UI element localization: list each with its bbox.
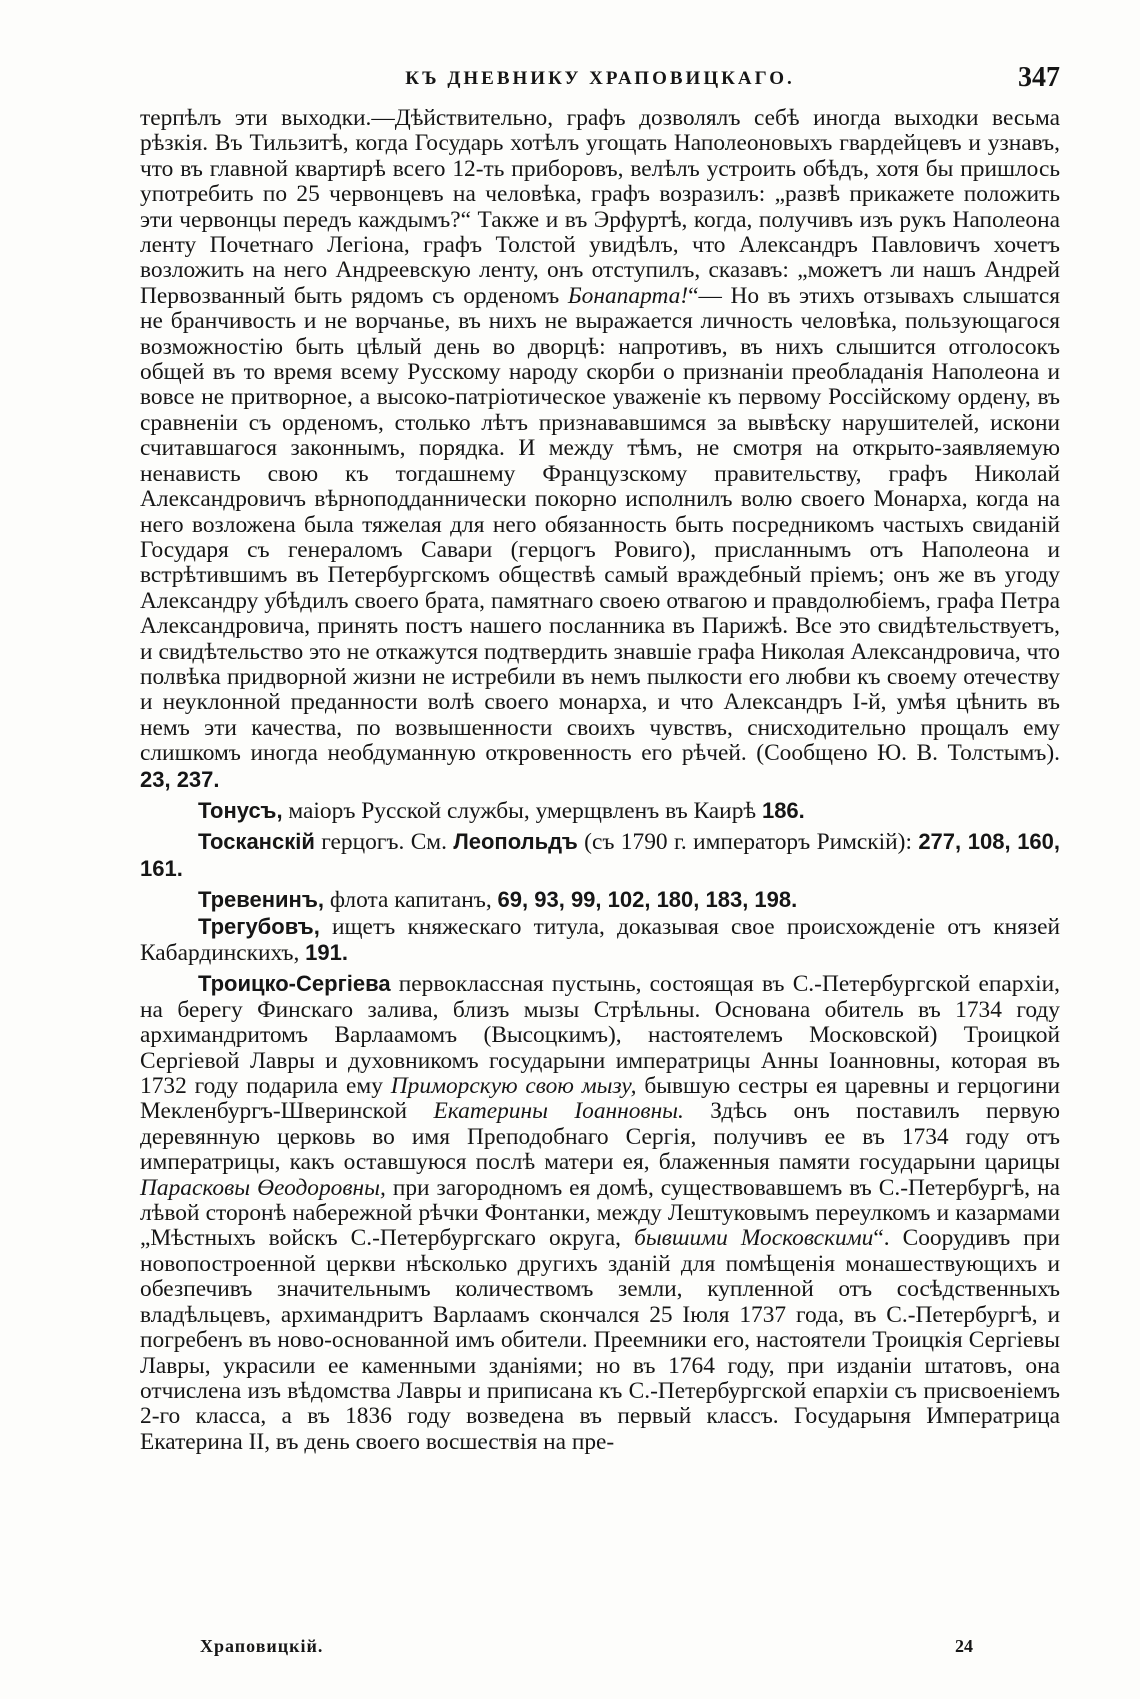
entry-text: маіоръ Русской службы, умерщвленъ въ Каирѣ [282,797,762,824]
entry-text: герцогъ. См. [314,829,454,856]
index-entry-toskanskiy [140,829,1060,882]
headword: Троицко-Сергіева [198,971,391,997]
page-refs: 186. [761,797,805,823]
page-refs: 69, 93, 99, 102, 180, 183, 198. [497,887,798,913]
index-entry-tonus [140,798,1060,824]
signature-mark: 24 [955,1636,973,1656]
entry-italic: бывшими Московскими [634,1225,874,1252]
entry-italic: Парасковы Өеодоровны, [140,1174,386,1201]
entry-text: Здѣсь онъ поставилъ первую деревянную церковь во имя Преподобнаго Сергія, получивъ ее въ 1734 году отъ императрицы, какъ оставшуюся послѣ матери ея, блаженныя памяти государыни царицы [140,1098,1060,1176]
entry-text: бывшую сестры ея царевны и герцогини Мекленбургъ-Шверинской [140,1073,1060,1125]
page-number: 347 [1018,62,1060,93]
entry-text: флота капитанъ, [324,887,498,914]
headword: Трегубовъ, [198,913,320,939]
entry-italic: Приморскую свою мызу, [390,1073,637,1100]
cross-ref-headword: Леопольдъ [453,829,578,855]
page-footer [200,1636,990,1662]
continuation-italic: Бонапарта! [567,282,689,309]
signature-line: Храповицкій. [200,1636,324,1656]
entry-text: при загородномъ ея домѣ, существовавшемъ въ С.-Петербургѣ, на лѣвой сторонѣ набережной рѣчки Фонтанки, между Лештуковымъ переулкомъ и казармами „Мѣстныхъ войскъ С.-Петербургскаго округа, [140,1174,1061,1252]
running-title: КЪ ДНЕВНИКУ ХРАПОВИЦКАГО. [405,68,795,89]
headword: Тревенинъ, [198,887,324,913]
entry-text: “. Соорудивъ при новопостроенной церкви нѣсколько другихъ зданій для помѣщенія монашествующихъ и обезпечивъ значительнымъ количествомъ земли, купленной отъ сосѣдственныхъ владѣльцевъ, архимандритъ Варлаамъ скончался 25 Іюля 1737 года, въ С.-Петербургѣ, и погребенъ въ ново-основанной имъ обители. Преемники его, настоятели Троицкія Сергіевы Лавры, украсили ее каменными зданіями; но въ 1764 году, при изданіи штатовъ, она отчислена изъ вѣдомства Лавры и приписана къ С.-Петербургской епархіи съ присвоеніемъ 2-го класса, а въ 1836 году возведена въ первый классъ. Государыня Императрица Екатерина II, въ день своего восшествія на пре- [140,1225,1060,1455]
page-refs: 191. [305,940,348,965]
entry-text: ищетъ княжескаго титула, доказывая свое происхожденіе отъ князей Кабардинскихъ, [140,913,1060,966]
page-body [140,106,1060,1455]
headword: Тонусъ, [198,797,283,823]
entry-text-2: (съ 1790 г. императоръ Римскій): [577,829,919,856]
headword: Тосканскій [198,829,315,855]
index-entry-trevenin [140,887,1060,913]
page-refs: 23, 237. [140,766,220,792]
index-entry-troitsko-sergieva [140,971,1060,1455]
index-entry-tregubov [140,914,1060,967]
entry-text: первоклассная пустынь, состоящая въ С.-Петербургской епархіи, на берегу Финскаго залива, близъ мызы Стрѣльны. Основана обитель въ 1734 году архимандритомъ Варлаамомъ (Высоцкимъ), настоятелемъ Московской) Троицкой Сергіевой Лавры и духовникомъ государыни императрицы Анны Іоанновны, которая въ 1732 году подарила ему [140,971,1060,1100]
continuation-paragraph [140,106,1060,793]
continuation-text: терпѣлъ эти выходки.—Дѣйствительно, графъ дозволялъ себѣ иногда выходки весьма рѣзкія. Въ Тильзитѣ, когда Государь хотѣлъ угощать Наполеоновыхъ гвардейцевъ и узнавъ, что въ главной квартирѣ всего 12-ть приборовъ, велѣлъ устроить обѣдъ, хотя бы пришлось употребить по 25 червонцевъ на человѣка, графъ возразилъ: „развѣ прикажете положить эти червонцы передъ каждымъ?“ Также и въ Эрфуртѣ, когда, получивъ изъ рукъ Наполеона ленту Почетнаго Легіона, графъ Толстой увидѣлъ, что Александръ Павловичъ хочетъ возложить на него Андреевскую ленту, онъ отступилъ, сказавъ: „можетъ ли нашъ Андрей Первозванный быть рядомъ съ орденомъ [140,105,1060,309]
continuation-text-2: “— Но въ этихъ отзывахъ слышатся не бранчивость и не ворчанье, въ нихъ не выражается личность человѣка, пользующагося возможностію быть цѣлый день во дворцѣ: напротивъ, въ нихъ слышится отголосокъ общей въ то время всему Русскому народу скорби о признаніи преобладанія Наполеона и вовсе не притворное, а высоко-патріотическое уваженіе къ первому Россійскому ордену, въ сравненіи съ орденомъ, столько лѣтъ признававшимся за вывѣску нарушителей, искони считавшагося законнымъ, порядка. И между тѣмъ, не смотря на открыто-заявляемую ненависть свою къ тогдашнему Французскому правительству, графъ Николай Александровичъ вѣрноподданнически покорно исполнилъ волю своего Монарха, когда на него возложена была тяжелая для него обязанность быть посредникомъ частыхъ свиданій Государя съ генераломъ Савари (герцогъ Ровиго), присланнымъ отъ Наполеона и встрѣтившимъ въ Петербургскомъ обществѣ самый враждебный пріемъ; онъ же въ угоду Александру убѣдилъ своего брата, памятнаго своею отвагою и правдолюбіемъ, графа Петра Александровича, принять постъ нашего посланника въ Парижѣ. Все это свидѣтельствуетъ, и свидѣтельство это не откажутся подтвердить знавшіе графа Николая Александровича, что полвѣка придворной жизни не истребили въ немъ пылкости его любви къ своему отечеству и неуклонной преданности волѣ своего монарха, и что Александръ I-й, умѣя цѣнить въ немъ эти качества, по возвышенности своихъ чувствъ, снисходительно прощалъ ему слишкомъ иногда необдуманную откровенность его рѣчей. (Сообщено Ю. В. Толстымъ). [140,282,1060,767]
running-head [140,62,1060,96]
entry-italic: Екатерины Іоанновны. [433,1098,684,1125]
page-refs: 277, 108, 160, 161. [140,829,1061,881]
